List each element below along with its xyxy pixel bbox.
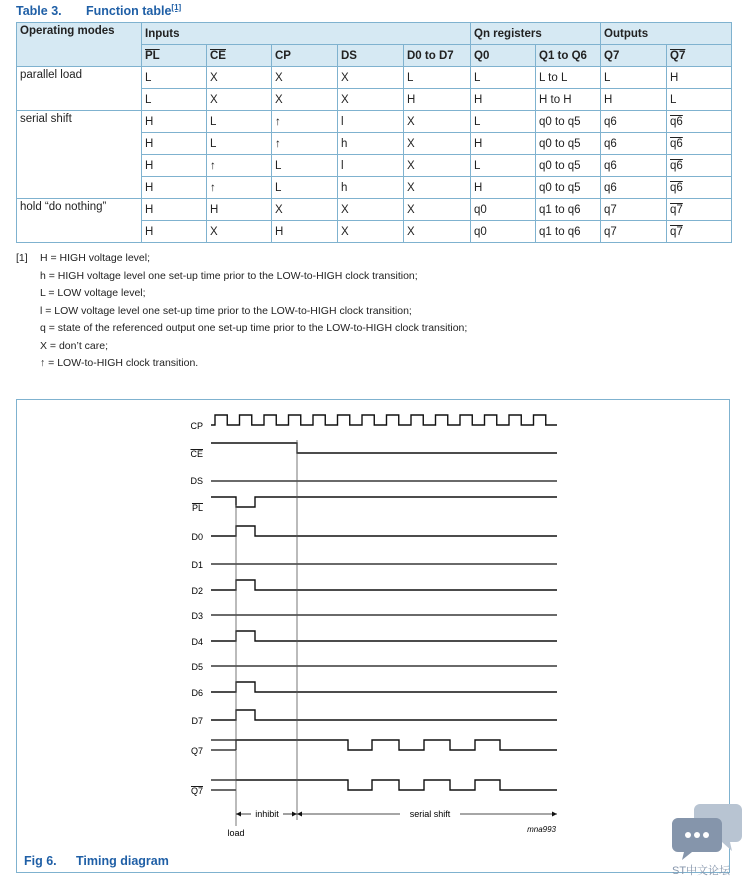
cell-ce: ↑	[207, 155, 272, 177]
table-number: Table 3.	[16, 4, 62, 19]
cell-d0-d7: X	[404, 221, 471, 243]
signal-label: Q7	[190, 746, 203, 756]
cell-q7-bar: q6	[667, 133, 732, 155]
cell-d0-d7: H	[404, 89, 471, 111]
signal-label: D2	[191, 586, 203, 596]
cell-ds: h	[338, 177, 404, 199]
waveform-d7	[211, 710, 557, 720]
cell-ce: H	[207, 199, 272, 221]
signal-label: D7	[191, 716, 203, 726]
cell-q1-q6: H to H	[536, 89, 601, 111]
cell-q0: L	[471, 67, 536, 89]
signal-label: Q7	[190, 786, 203, 796]
cell-cp: L	[272, 177, 338, 199]
load-label: load	[227, 828, 245, 838]
cell-ds: h	[338, 133, 404, 155]
arrowhead	[236, 812, 241, 817]
header-outputs: Outputs	[601, 23, 732, 45]
cell-cp: X	[272, 199, 338, 221]
footnote-line: L = LOW voltage level;	[40, 287, 146, 299]
cell-q1-q6: q0 to q5	[536, 177, 601, 199]
signal-label: CE	[190, 449, 203, 459]
cell-q1-q6: q1 to q6	[536, 221, 601, 243]
cell-cp: L	[272, 155, 338, 177]
waveform-q7	[236, 740, 557, 750]
cell-q7-bar: L	[667, 89, 732, 111]
cell-ds: X	[338, 89, 404, 111]
cell-q1-q6: q0 to q5	[536, 155, 601, 177]
footnote-line: q = state of the referenced output one set-up time prior to the LOW-to-HIGH clock transition;	[40, 322, 468, 334]
col-q7: Q7	[601, 45, 667, 67]
col-ds: DS	[338, 45, 404, 67]
cell-d0-d7: X	[404, 199, 471, 221]
waveform-d4	[211, 631, 557, 641]
cell-q7: H	[601, 89, 667, 111]
signal-label: DS	[190, 476, 203, 486]
cell-q7-bar: q6	[667, 177, 732, 199]
cell-ds: X	[338, 67, 404, 89]
footnote-index: [1]	[16, 252, 28, 264]
cell-ce: X	[207, 221, 272, 243]
cell-pl: H	[142, 177, 207, 199]
waveform-d0	[211, 526, 557, 536]
cell-d0-d7: X	[404, 177, 471, 199]
col-d0-d7: D0 to D7	[404, 45, 471, 67]
signal-label: D4	[191, 637, 203, 647]
cell-cp: ↑	[272, 133, 338, 155]
col-q1-q6: Q1 to Q6	[536, 45, 601, 67]
cell-q7: q6	[601, 111, 667, 133]
cell-ce: X	[207, 89, 272, 111]
watermark-text: ST中文论坛	[672, 865, 731, 877]
signal-label: D6	[191, 688, 203, 698]
col-pl: $\overline{PL}$	[142, 45, 207, 67]
cell-mode: hold “do nothing”	[17, 199, 142, 221]
cell-q0: L	[471, 111, 536, 133]
cell-pl: H	[142, 155, 207, 177]
signal-label: D3	[191, 611, 203, 621]
cell-d0-d7: X	[404, 155, 471, 177]
signal-label: D1	[191, 560, 203, 570]
cell-cp: X	[272, 67, 338, 89]
cell-q1-q6: q0 to q5	[536, 133, 601, 155]
cell-q7-bar: q6	[667, 111, 732, 133]
cell-ds: X	[338, 199, 404, 221]
footnote-line: H = HIGH voltage level;	[40, 252, 151, 264]
footnote-line: X = don’t care;	[40, 339, 108, 352]
table-footnote-ref[interactable]: [1]	[171, 3, 182, 12]
cell-d0-d7: L	[404, 67, 471, 89]
col-ce: $\overline{CE}$	[207, 45, 272, 67]
waveform-pl	[211, 497, 557, 507]
cell-pl: H	[142, 199, 207, 221]
col-q7-bar: Q7	[667, 45, 732, 67]
cell-cp: ↑	[272, 111, 338, 133]
arrowhead	[297, 812, 302, 817]
footnote-line: h = HIGH voltage level one set-up time prior to the LOW-to-HIGH clock transition;	[40, 269, 418, 282]
waveform-d6	[211, 682, 557, 692]
cell-q1-q6: L to L	[536, 67, 601, 89]
figure-code: mna993	[527, 825, 556, 834]
figure-number: Fig 6.	[24, 854, 57, 868]
col-q0: Q0	[471, 45, 536, 67]
cell-mode: parallel load	[17, 67, 142, 89]
cell-q0: H	[471, 177, 536, 199]
cell-pl: L	[142, 67, 207, 89]
cell-q0: H	[471, 133, 536, 155]
signal-label: CP	[190, 421, 203, 431]
cell-q0: q0	[471, 221, 536, 243]
waveform-q7-bar	[236, 780, 557, 790]
cell-q7: q6	[601, 177, 667, 199]
cell-q7-bar: q6	[667, 155, 732, 177]
footnote-line: l = LOW voltage level one set-up time prior to the LOW-to-HIGH clock transition;	[40, 304, 412, 317]
cell-q7-bar: H	[667, 67, 732, 89]
cell-pl: H	[142, 133, 207, 155]
cell-ce: L	[207, 111, 272, 133]
waveform-ce	[211, 443, 557, 453]
cell-q0: q0	[471, 199, 536, 221]
header-inputs: Inputs	[142, 23, 471, 45]
footnote-line: ↑ = LOW-to-HIGH clock transition.	[40, 357, 199, 369]
cell-pl: H	[142, 221, 207, 243]
cell-pl: L	[142, 89, 207, 111]
figure-title: Timing diagram	[76, 854, 169, 868]
waveform-cp	[211, 415, 557, 425]
cell-ds: l	[338, 155, 404, 177]
signal-label: PL	[191, 503, 203, 513]
cell-q7: q7	[601, 199, 667, 221]
cell-ds: l	[338, 111, 404, 133]
cell-q1-q6: q0 to q5	[536, 111, 601, 133]
cell-ce: L	[207, 133, 272, 155]
cell-q7: q7	[601, 221, 667, 243]
cell-d0-d7: X	[404, 111, 471, 133]
arrowhead	[552, 812, 557, 817]
col-cp: CP	[272, 45, 338, 67]
inhibit-label: inhibit	[255, 809, 279, 819]
table-title-text: Function table	[86, 4, 172, 19]
cell-q0: H	[471, 89, 536, 111]
cell-cp: H	[272, 221, 338, 243]
arrowhead	[292, 812, 297, 817]
cell-mode: serial shift	[17, 111, 142, 133]
signal-label: D0	[191, 532, 203, 542]
cell-q7: L	[601, 67, 667, 89]
serial-shift-label: serial shift	[409, 809, 451, 819]
cell-q7-bar: q7	[667, 199, 732, 221]
cell-q1-q6: q1 to q6	[536, 199, 601, 221]
header-qn-registers: Qn registers	[471, 23, 601, 45]
header-operating-modes: Operating modes	[17, 23, 142, 67]
figure-caption	[24, 854, 169, 868]
cell-q7: q6	[601, 133, 667, 155]
watermark	[672, 800, 742, 875]
waveform-d2	[211, 580, 557, 590]
cell-ds: X	[338, 221, 404, 243]
cell-q7: q6	[601, 155, 667, 177]
cell-q7-bar: q7	[667, 221, 732, 243]
cell-pl: H	[142, 111, 207, 133]
cell-q0: L	[471, 155, 536, 177]
cell-ce: ↑	[207, 177, 272, 199]
cell-d0-d7: X	[404, 133, 471, 155]
cell-cp: X	[272, 89, 338, 111]
signal-label: D5	[191, 662, 203, 672]
cell-ce: X	[207, 67, 272, 89]
